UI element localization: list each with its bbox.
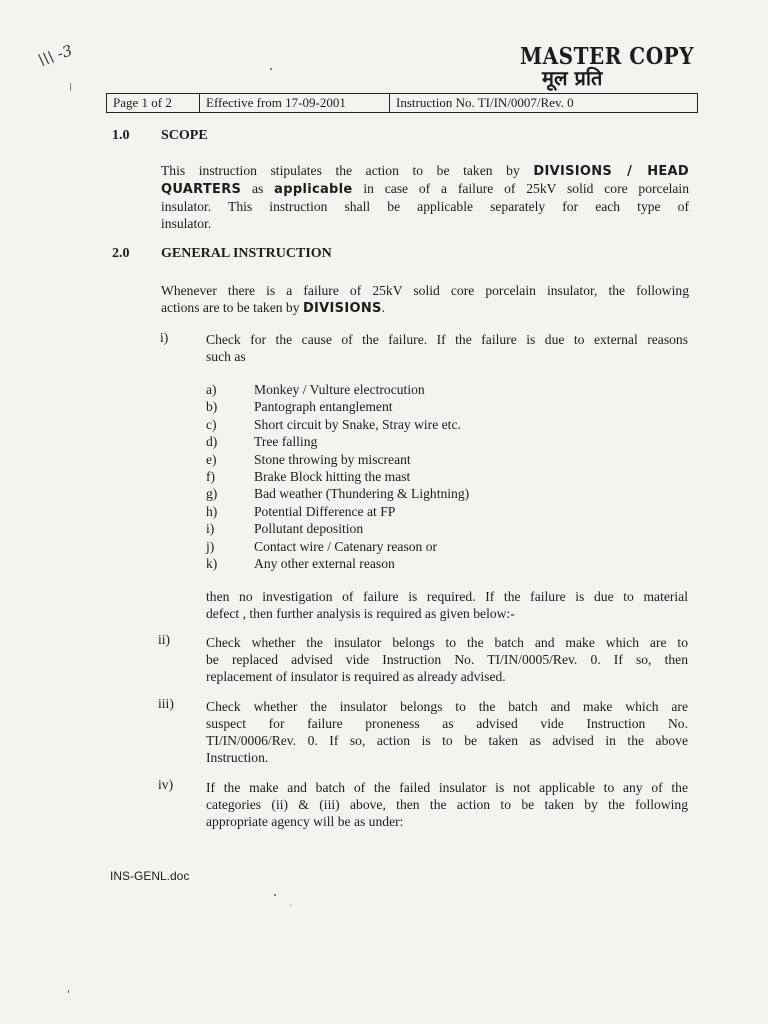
effective-date: Effective from 17-09-2001 [199, 94, 389, 112]
master-copy-hindi: मूल प्रति [542, 66, 603, 90]
item-label-i: i) [160, 330, 169, 345]
item-label-ii: ii) [158, 632, 171, 647]
scan-speck [274, 894, 276, 896]
item-label-iv: iv) [158, 777, 174, 792]
list-item: k) Any other external reason [206, 555, 395, 571]
scan-speck [270, 68, 272, 70]
section-number-scope: 1.0 [112, 128, 130, 143]
document-header [106, 93, 698, 113]
item-label-iii: iii) [158, 696, 174, 711]
external-causes-list [206, 381, 606, 572]
scan-speck [70, 83, 71, 91]
item-ii-text: Check whether the insulator belongs to the batch and make which are to be replaced advised vide Instruction No. TI/IN/0005/Rev. 0. If so, then replacement of insulator is required as already advised. [206, 635, 688, 684]
list-item: d) Tree falling [206, 434, 318, 450]
item-iv-text: If the make and batch of the failed insulator is not applicable to any of the categories (ii) & (iii) above, then the action to be taken by the following appropriate agency will be as under: [206, 780, 688, 829]
scan-speck [68, 990, 69, 993]
list-item: b) Pantograph entanglement [206, 399, 393, 415]
then-paragraph: then no investigation of failure is required. If the failure is due to material defect , then further analysis is required as given below:- [206, 589, 688, 621]
list-item: c) Short circuit by Snake, Stray wire etc. [206, 416, 461, 432]
page-number: Page 1 of 2 [113, 95, 172, 110]
general-intro: Whenever there is a failure of 25kV solid core porcelain insulator, the following actions are to be taken by DIVISIONS. [161, 283, 689, 316]
section-title-scope: SCOPE [161, 128, 208, 143]
instruction-number: Instruction No. TI/IN/0007/Rev. 0 [389, 94, 697, 112]
handwritten-annotation: \\\ -3 [36, 41, 75, 70]
section-number-general: 2.0 [112, 246, 130, 261]
list-item: j) Contact wire / Catenary reason or [206, 538, 438, 554]
list-item: e) Stone throwing by miscreant [206, 451, 411, 467]
footer-filename: INS-GENL.doc [110, 869, 190, 883]
list-item: a) Monkey / Vulture electrocution [206, 382, 425, 397]
list-item: g) Bad weather (Thundering & Lightning) [206, 486, 470, 502]
scan-speck [290, 905, 291, 906]
item-iii-text: Check whether the insulator belongs to the batch and make which are suspect for failure proneness as advised vide Instruction No. TI/IN/0006/Rev. 0. If so, action is to be taken as advised in the above Instruction. [206, 699, 688, 765]
item-i-text: Check for the cause of the failure. If the failure is due to external reasons such as [206, 332, 688, 364]
section-title-general: GENERAL INSTRUCTION [161, 246, 332, 261]
master-copy-stamp: MASTER COPY [520, 42, 694, 70]
list-item: i) Pollutant deposition [206, 521, 364, 537]
list-item: h) Potential Difference at FP [206, 503, 396, 519]
scope-paragraph: This instruction stipulates the action to be taken by DIVISIONS / HEAD QUARTERS as applicable in case of a failure of 25kV solid core porcelain insulator. This instruction shall be applicable separately for each type of insulator. [161, 163, 690, 231]
list-item: f) Brake Block hitting the mast [206, 468, 411, 484]
